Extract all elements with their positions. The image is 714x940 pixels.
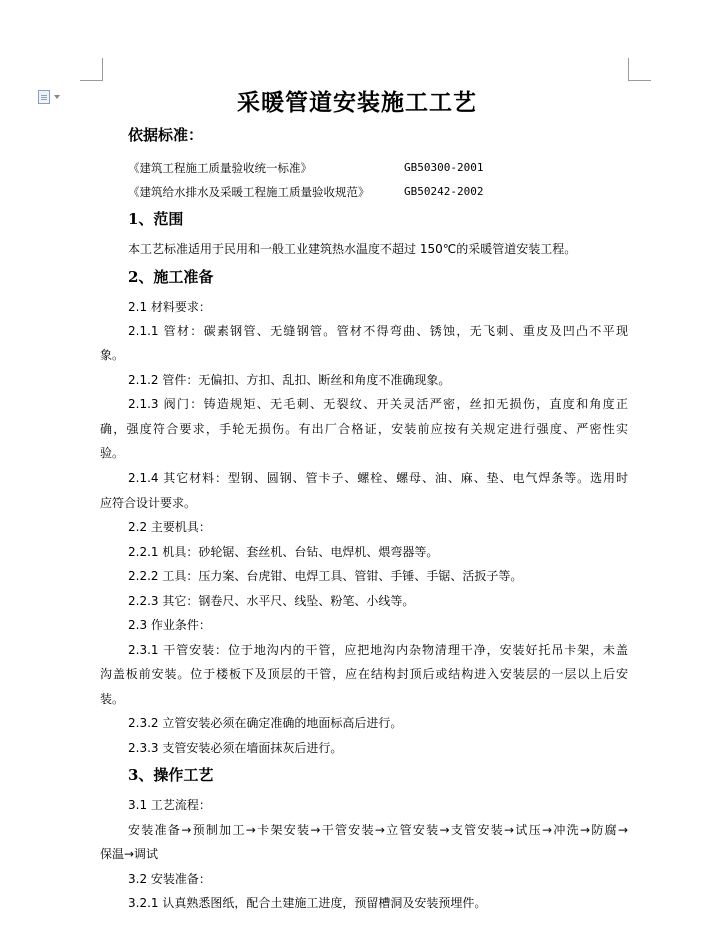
- standard-code-1: GB50300-2001: [404, 161, 484, 174]
- para-2-3-3: 2.3.3 支管安装必须在墙面抹灰后进行。: [128, 741, 343, 755]
- para-2-2-2: 2.2.2 工具：压力案、台虎钳、电焊工具、管钳、手锤、手锯、活扳子等。: [128, 569, 523, 583]
- para-2-2-1: 2.2.1 机具：砂轮锯、套丝机、台钻、电焊机、煨弯器等。: [128, 545, 439, 559]
- para-2-2-3: 2.2.3 其它：钢卷尺、水平尺、线坠、粉笔、小线等。: [128, 594, 415, 608]
- process-flow-line1: 安装准备→预制加工→卡架安装→干管安装→立管安装→支管安装→试压→冲洗→防腐→: [128, 823, 628, 837]
- para-2-1: 2.1 材料要求：: [128, 300, 211, 314]
- para-2-3: 2.3 作业条件：: [128, 618, 211, 632]
- para-2-1-3-line3: 验。: [100, 446, 125, 460]
- para-2-1-4-line2: 应符合设计要求。: [100, 496, 197, 510]
- crop-mark-top-right: [628, 58, 651, 81]
- standard-name-2: 《建筑给水排水及采暖工程施工质量验收规范》: [128, 185, 370, 199]
- para-2-1-4-line1: 2.1.4 其它材料：型钢、圆钢、管卡子、螺栓、螺母、油、麻、垫、电气焊条等。选用时: [128, 471, 628, 485]
- para-2-1-2: 2.1.2 管件：无偏扣、方扣、乱扣、断丝和角度不准确现象。: [128, 373, 451, 387]
- crop-mark-top-left: [80, 58, 103, 81]
- para-3-2: 3.2 安装准备：: [128, 872, 211, 886]
- para-2-1-3-line1: 2.1.3 阀门：铸造规矩、无毛刺、无裂纹、开关灵活严密，丝扣无损伤，直度和角度正: [128, 397, 628, 411]
- basis-heading: 依据标准：: [128, 126, 204, 144]
- section-3-heading: 3、操作工艺: [128, 766, 214, 784]
- para-2-1-1-line2: 象。: [100, 348, 125, 362]
- section-1-text: 本工艺标准适用于民用和一般工业建筑热水温度不超过 150℃的采暖管道安装工程。: [128, 242, 577, 256]
- para-3-1: 3.1 工艺流程：: [128, 798, 211, 812]
- para-3-2-1: 3.2.1 认真熟悉图纸，配合土建施工进度，预留槽洞及安装预埋件。: [128, 896, 487, 910]
- para-2-3-1-line2: 沟盖板前安装。位于楼板下及顶层的干管，应在结构封顶后或结构进入安装层的一层以上后安: [100, 667, 628, 681]
- para-2-1-3-line2: 确，强度符合要求，手轮无损伤。有出厂合格证，安装前应按有关规定进行强度、严密性实: [100, 422, 628, 436]
- section-1-heading: 1、范围: [128, 210, 184, 228]
- para-2-3-1-line1: 2.3.1 干管安装：位于地沟内的干管，应把地沟内杂物清理干净，安装好托吊卡架，未盖: [128, 643, 628, 657]
- para-2-3-1-line3: 装。: [100, 692, 125, 706]
- document-title: 采暖管道安装施工工艺: [237, 89, 477, 116]
- standard-name-1: 《建筑工程施工质量验收统一标准》: [128, 161, 312, 175]
- para-2-3-2: 2.3.2 立管安装必须在确定准确的地面标高后进行。: [128, 716, 403, 730]
- section-2-heading: 2、施工准备: [128, 268, 214, 286]
- para-2-1-1-line1: 2.1.1 管材：碳素钢管、无缝钢管。管材不得弯曲、锈蚀，无飞刺、重皮及凹凸不平现: [128, 324, 628, 338]
- standard-code-2: GB50242-2002: [404, 185, 484, 198]
- para-2-2: 2.2 主要机具：: [128, 520, 211, 534]
- process-flow-line2: 保温→调试: [100, 847, 159, 861]
